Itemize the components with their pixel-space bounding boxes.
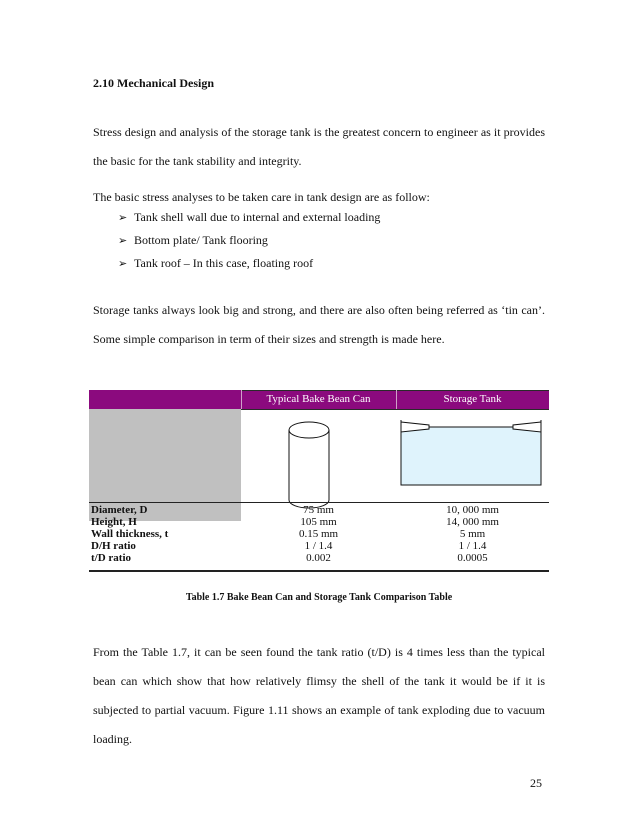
table-cell: 105 mm [300, 516, 337, 528]
stress-intro-paragraph: Stress design and analysis of the storage tank is the greatest concern to engineer as it provides the basic for the tank stability and integrity. [93, 125, 545, 168]
conclusion-paragraph: From the Table 1.7, it can be seen found the tank ratio (t/D) is 4 times less than the typical bean can which show that how relatively flimsy the shell of the tank it would be if it is subjected to partial vacuum. Figure 1.11 shows an example of tank exploding due to vacuum loading. [93, 645, 545, 746]
analysis-bullet-list [118, 206, 380, 275]
row-labels [91, 504, 168, 564]
bean-can-values [241, 504, 396, 564]
arrow-bullet-icon: ➢ [118, 212, 128, 224]
table-cell: 1 / 1.4 [458, 540, 487, 552]
comparison-table [89, 390, 549, 572]
row-label-dh-ratio: D/H ratio [91, 540, 136, 552]
table-cell: 5 mm [459, 528, 486, 540]
row-label-height: Height, H [91, 516, 137, 528]
basic-analyses-paragraph: The basic stress analyses to be taken care in tank design are as follow: [93, 190, 430, 204]
row-label-td-ratio: t/D ratio [91, 552, 132, 564]
header-storage-tank: Storage Tank [443, 393, 502, 405]
table-cell: 75 mm [303, 504, 334, 516]
section-heading: 2.10 Mechanical Design [93, 76, 214, 90]
arrow-bullet-icon: ➢ [118, 235, 128, 247]
row-label-diameter: Diameter, D [91, 504, 148, 516]
table-bottom-border [89, 570, 549, 572]
header-bean-can: Typical Bake Bean Can [266, 393, 371, 405]
table-cell: 10, 000 mm [446, 504, 499, 516]
row-label-wall-thickness: Wall thickness, t [91, 528, 169, 540]
table-cell: 0.15 mm [298, 528, 339, 540]
list-item [118, 206, 380, 229]
list-item-text: Tank shell wall due to internal and external loading [134, 210, 381, 224]
table-cell: 14, 000 mm [446, 516, 499, 528]
page-number: 25 [530, 776, 542, 790]
arrow-bullet-icon: ➢ [118, 258, 128, 270]
storage-tank-values [396, 504, 549, 564]
comparison-intro-paragraph: Storage tanks always look big and strong, and there are also often being referred as ‘tin can’. Some simple comparison in term of their sizes and strength is made here. [93, 303, 545, 346]
table-header-empty-cell [89, 390, 241, 408]
table-caption: Table 1.7 Bake Bean Can and Storage Tank Comparison Table [185, 592, 453, 603]
table-cell: 0.0005 [457, 552, 488, 564]
storage-tank-drawing [393, 416, 549, 488]
list-item-text: Bottom plate/ Tank flooring [134, 233, 268, 247]
table-cell: 0.002 [306, 552, 331, 564]
bean-can-drawing [279, 418, 339, 514]
list-item-text: Tank roof – In this case, floating roof [134, 256, 314, 270]
list-item [118, 229, 380, 252]
table-cell: 1 / 1.4 [304, 540, 333, 552]
list-item [118, 252, 380, 275]
table-divider [89, 502, 549, 503]
